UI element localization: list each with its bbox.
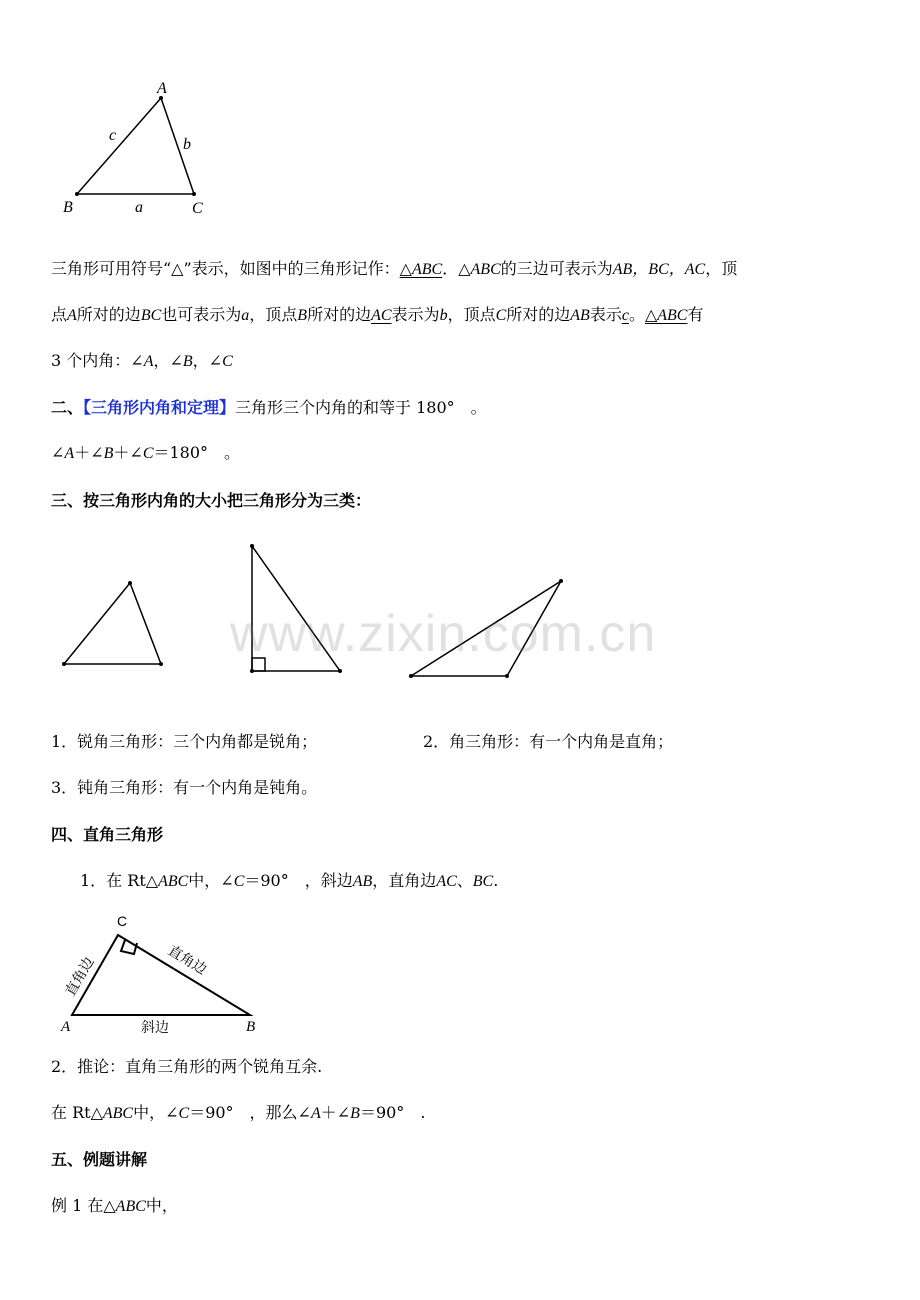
triangle-abc-figure xyxy=(0,0,260,230)
angle-sum-theorem-line: 二、【三角形内角和定理】三角形三个内角的和等于 180° 。 xyxy=(51,398,487,417)
leg-left-label: 直角边 xyxy=(62,954,98,999)
theorem-heading: 【三角形内角和定理】 xyxy=(83,398,236,417)
leg-right-label: 直角边 xyxy=(164,942,210,979)
paragraph-notation-line1: 三角形可用符号“△”表示，如图中的三角形记作：△ABC．△ABC的三边可表示为AB，BC，AC，顶 xyxy=(51,259,738,278)
side-label-c: c xyxy=(109,127,117,144)
right-triangle-statement: 1．在 Rt△ABC中，∠C＝90° ，斜边AB，直角边AC、BC. xyxy=(80,871,499,890)
right-figure-label-b: B xyxy=(246,1019,256,1035)
side-label-b: b xyxy=(183,136,191,153)
classification-heading: 三、按三角形内角的大小把三角形分为三类： xyxy=(51,491,372,510)
paragraph-notation-line3: 3 个内角：∠A，∠B，∠C xyxy=(51,351,233,370)
side-label-a: a xyxy=(135,199,143,216)
vertex-label-b: B xyxy=(63,199,73,216)
right-figure-label-c: C xyxy=(117,913,128,929)
corollary-equation: 在 Rt△ABC中，∠C＝90° ，那么∠A＋∠B＝90° . xyxy=(51,1103,426,1122)
right-triangle-figure xyxy=(0,905,300,1040)
examples-heading: 五、例题讲解 xyxy=(51,1150,148,1169)
watermark-text: www.zixin.com.cn xyxy=(230,605,657,663)
corollary-statement: 2．推论：直角三角形的两个锐角互余. xyxy=(51,1057,323,1076)
right-triangle-heading: 四、直角三角形 xyxy=(51,825,164,844)
hypotenuse-label: 斜边 xyxy=(141,1020,169,1036)
vertex-label-c: C xyxy=(192,200,203,217)
right-figure-label-a: A xyxy=(61,1019,71,1035)
paragraph-notation-line2: 点A所对的边BC也可表示为a，顶点B所对的边AC表示为b，顶点C所对的边AB表示c。△ABC有 xyxy=(51,305,704,324)
vertex-label-a: A xyxy=(157,80,167,97)
obtuse-triangle-definition: 3．钝角三角形：有一个内角是钝角。 xyxy=(51,778,318,797)
angle-sum-equation: ∠A＋∠B＋∠C＝180° 。 xyxy=(51,443,241,462)
example-1-line: 例 1 在△ABC中， xyxy=(51,1196,178,1215)
right-triangle-definition: 2．角三角形：有一个内角是直角； xyxy=(423,732,674,751)
acute-triangle-definition: 1．锐角三角形：三个内角都是锐角； xyxy=(51,732,318,751)
